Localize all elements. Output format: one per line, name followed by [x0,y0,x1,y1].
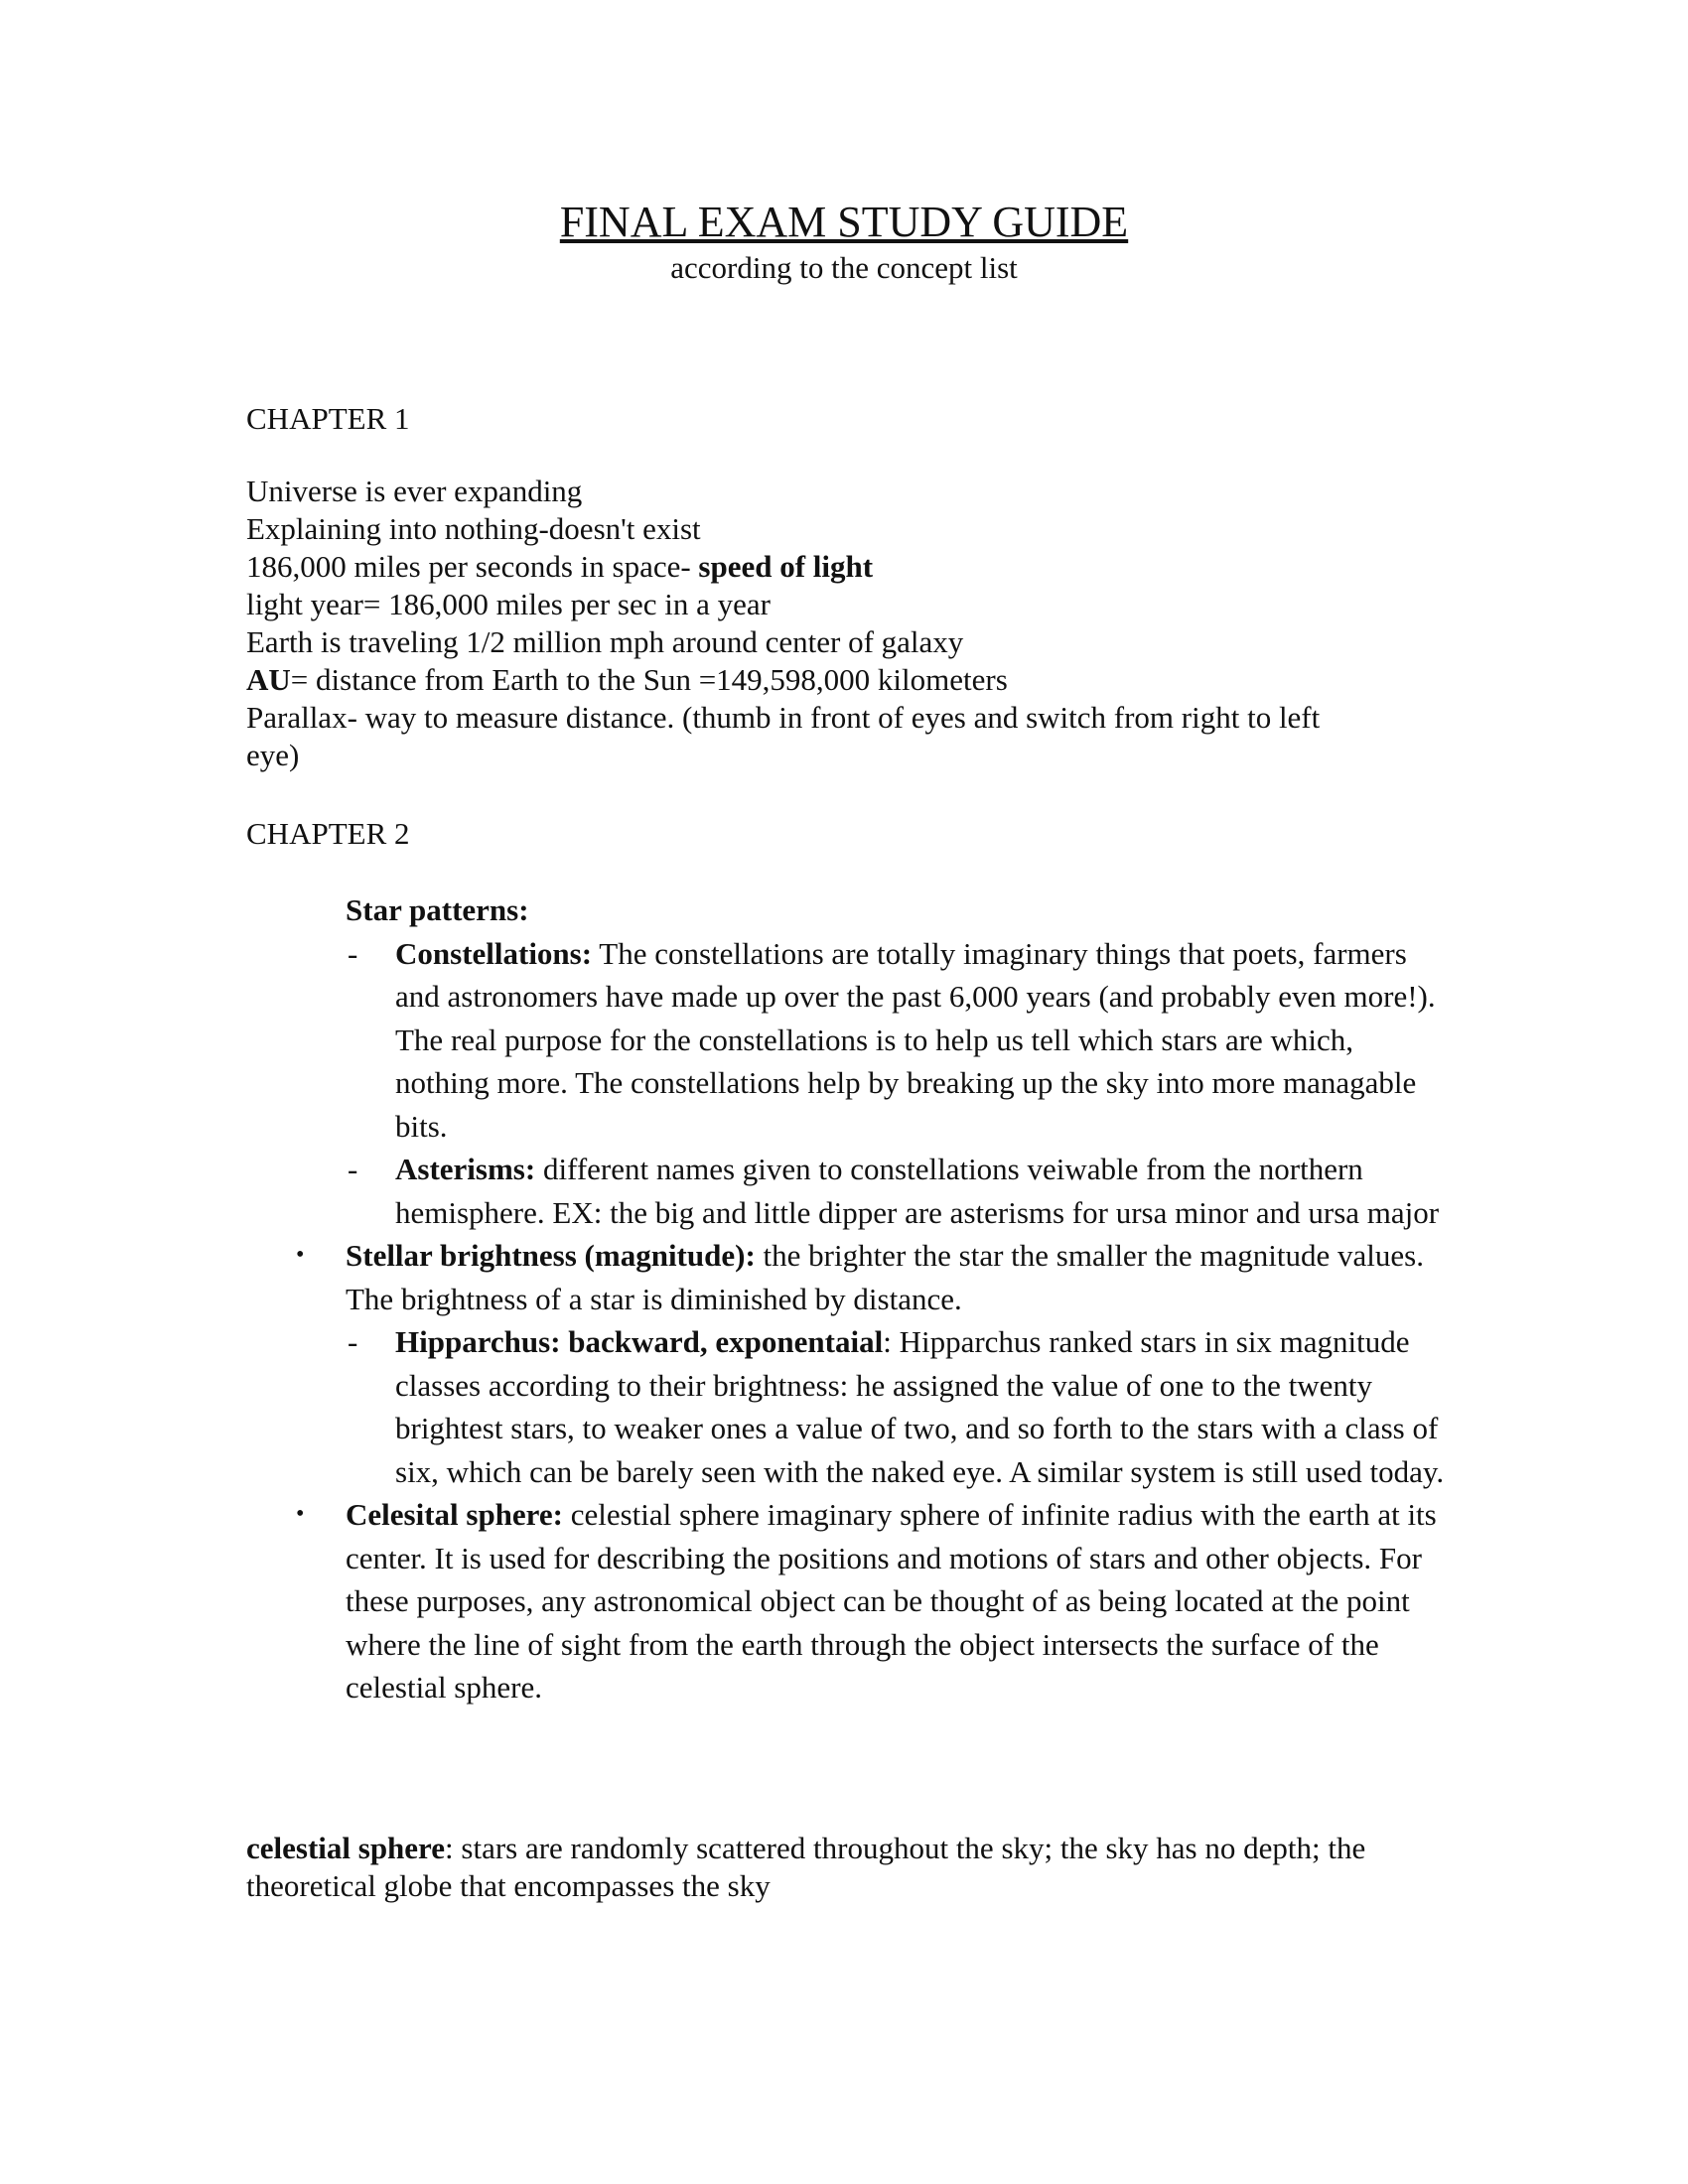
chapter-1-line: Explaining into nothing-doesn't exist [246,511,701,546]
chapter-1-line: AU= distance from Earth to the Sun =149,598,000 kilometers [246,662,1008,697]
chapter-1-line: Universe is ever expanding [246,474,583,508]
bullet-icon: • [296,1242,305,1268]
list-item-constellations: - Constellations: The constellations are totally imaginary things that poets, farmers and astronomers have made up over the past 6,000 years (and probably even more!). The real purpose for the constellations is to help us tell which stars are which, nothing more. The constellations help by breaking up the sky into more managable bits. [246,932,1448,1149]
list-item-stellar-brightness: • Stellar brightness (magnitude): the brighter the star the smaller the magnitude values. The brightness of a star is diminished by distance. [246,1234,1448,1320]
page-subtitle: according to the concept list [670,250,1018,285]
list-item-hipparchus: - Hipparchus: backward, exponentaial: Hipparchus ranked stars in six magnitude classes according to their brightness: he assigned the value of one to the twenty brightest stars, to weaker ones a value of two, and so forth to the stars with a class of six, which can be barely seen with the naked eye. A similar system is still used today. [246,1320,1448,1493]
chapter-1-line: Parallax- way to measure distance. (thumb in front of eyes and switch from right to left [246,700,1321,735]
dash-marker: - [348,1152,358,1186]
chapter-1-line: light year= 186,000 miles per sec in a year [246,587,771,621]
chapter-1-line: Earth is traveling 1/2 million mph around center of galaxy [246,624,964,659]
dash-marker: - [348,1324,358,1359]
chapter-2-notes [246,888,1448,1709]
chapter-1-notes [246,473,1438,774]
star-patterns-heading: Star patterns: [346,892,529,927]
list-item-asterisms: - Asterisms: different names given to constellations veiwable from the northern hemisphere. EX: the big and little dipper are asterisms for ursa minor and ursa major [246,1148,1448,1234]
page-title: FINAL EXAM STUDY GUIDE [559,198,1129,246]
chapter-1-line: 186,000 miles per seconds in space- speed of light [246,549,874,584]
celestial-sphere-note: celestial sphere: stars are randomly scattered throughout the sky; the sky has no depth; the theoretical globe that encompasses the sky [246,1831,1366,1903]
dash-marker: - [348,935,358,971]
chapter-2-heading: CHAPTER 2 [246,816,410,851]
chapter-1-heading: CHAPTER 1 [246,401,410,436]
list-item-celestial-sphere: • Celesital sphere: celestial sphere imaginary sphere of infinite radius with the earth at its center. It is used for describing the positions and motions of stars and other objects. For these purposes, any astronomical object can be thought of as being located at the point where the line of sight from the earth through the object intersects the surface of the celestial sphere. [246,1493,1448,1709]
chapter-1-line: eye) [246,738,300,772]
bullet-icon: • [296,1501,305,1527]
